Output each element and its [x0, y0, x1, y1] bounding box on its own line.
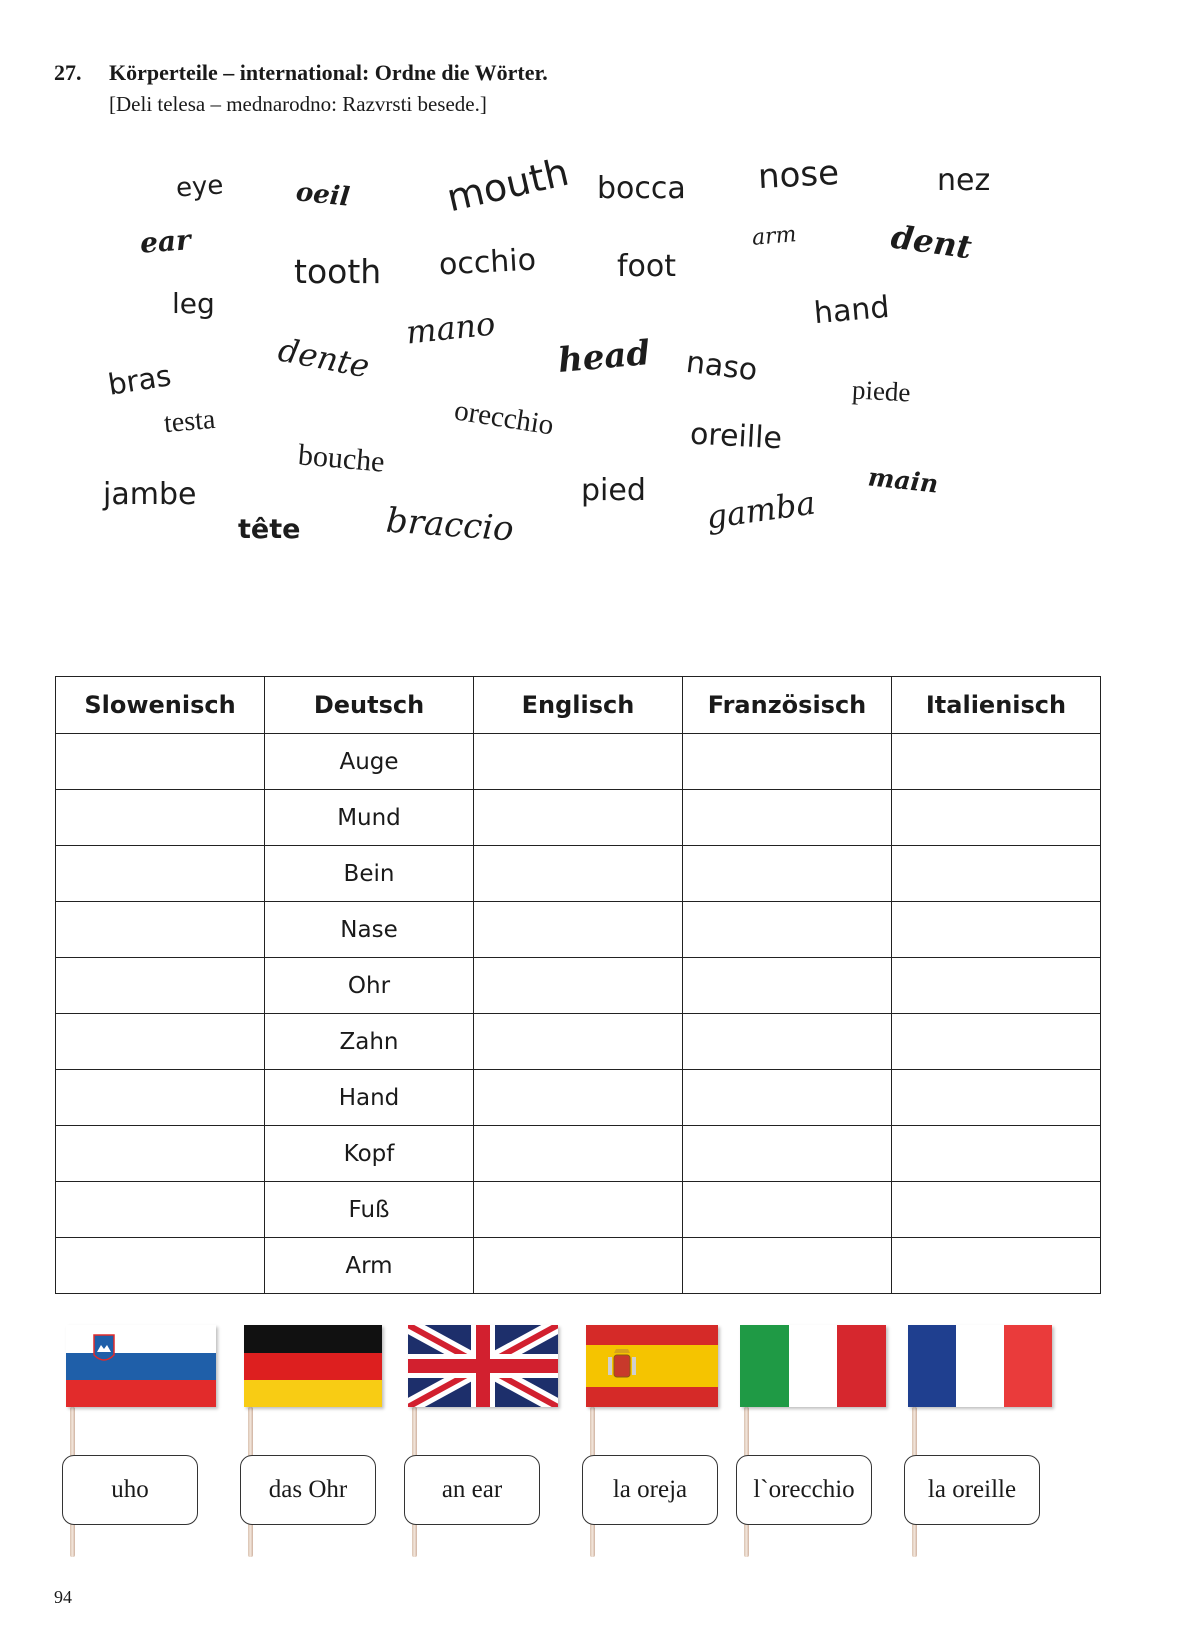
exercise-number: 27. — [54, 60, 82, 85]
flag-label: la oreille — [904, 1455, 1040, 1525]
answer-cell[interactable] — [56, 1126, 265, 1182]
cloud-word: oreille — [689, 416, 783, 457]
table-row — [56, 902, 1101, 958]
cloud-word: nose — [757, 152, 840, 198]
cloud-word: nez — [937, 163, 991, 198]
cloud-word: jambe — [103, 477, 197, 512]
german-word-cell: Kopf — [265, 1126, 474, 1182]
answer-cell[interactable] — [56, 902, 265, 958]
cloud-word: piede — [851, 374, 912, 408]
answer-cell[interactable] — [892, 1126, 1101, 1182]
table-row — [56, 1070, 1101, 1126]
cloud-word: oeil — [294, 177, 352, 213]
page-number: 94 — [54, 1587, 72, 1607]
exercise-subtitle: [Deli telesa – mednarodno: Razvrsti besede.] — [109, 92, 487, 116]
answer-cell[interactable] — [892, 1070, 1101, 1126]
italy-flag-icon — [740, 1325, 886, 1407]
answer-cell[interactable] — [56, 1014, 265, 1070]
table-row — [56, 1014, 1101, 1070]
cloud-word: braccio — [384, 500, 515, 550]
germany-flag-icon — [244, 1325, 382, 1407]
answer-cell[interactable] — [474, 1238, 683, 1294]
cloud-word: mano — [404, 304, 498, 352]
cloud-word: bras — [105, 358, 174, 402]
answer-cell[interactable] — [683, 790, 892, 846]
spain-flag-icon — [586, 1325, 718, 1407]
cloud-word: gamba — [703, 483, 818, 537]
table-row — [56, 1126, 1101, 1182]
cloud-word: orecchio — [452, 394, 556, 442]
vocabulary-table — [55, 676, 1101, 1294]
answer-cell[interactable] — [683, 1238, 892, 1294]
cloud-word: hand — [812, 289, 891, 332]
answer-cell[interactable] — [474, 1014, 683, 1070]
answer-cell[interactable] — [56, 958, 265, 1014]
cloud-word: foot — [617, 249, 677, 284]
flag-label: uho — [62, 1455, 198, 1525]
table-row — [56, 1182, 1101, 1238]
answer-cell[interactable] — [474, 1182, 683, 1238]
cloud-word: dent — [888, 217, 975, 267]
answer-cell[interactable] — [683, 958, 892, 1014]
france-flag-icon — [908, 1325, 1052, 1407]
answer-cell[interactable] — [56, 846, 265, 902]
header-italienisch: Italienisch — [892, 677, 1101, 734]
answer-cell[interactable] — [56, 790, 265, 846]
header-englisch: Englisch — [474, 677, 683, 734]
cloud-word: tête — [238, 514, 301, 545]
answer-cell[interactable] — [892, 734, 1101, 790]
answer-cell[interactable] — [56, 1182, 265, 1238]
header-slowenisch: Slowenisch — [56, 677, 265, 734]
answer-cell[interactable] — [474, 734, 683, 790]
answer-cell[interactable] — [683, 846, 892, 902]
answer-cell[interactable] — [892, 958, 1101, 1014]
german-word-cell: Arm — [265, 1238, 474, 1294]
german-word-cell: Ohr — [265, 958, 474, 1014]
cloud-word: pied — [581, 473, 646, 508]
answer-cell[interactable] — [474, 902, 683, 958]
german-word-cell: Hand — [265, 1070, 474, 1126]
word-cloud — [0, 0, 1203, 620]
cloud-word: testa — [162, 403, 217, 440]
answer-cell[interactable] — [474, 790, 683, 846]
answer-cell[interactable] — [683, 1014, 892, 1070]
flag-label: an ear — [404, 1455, 540, 1525]
answer-cell[interactable] — [892, 790, 1101, 846]
slovenia-flag-icon — [66, 1325, 216, 1407]
uk-flag-icon — [408, 1325, 558, 1407]
table-row — [56, 846, 1101, 902]
answer-cell[interactable] — [56, 1070, 265, 1126]
table-header-row — [56, 677, 1101, 734]
answer-cell[interactable] — [474, 846, 683, 902]
cloud-word: leg — [172, 287, 215, 320]
cloud-word: ear — [138, 223, 192, 260]
cloud-word: occhio — [438, 242, 537, 283]
answer-cell[interactable] — [683, 902, 892, 958]
german-word-cell: Nase — [265, 902, 474, 958]
cloud-word: mouth — [442, 149, 573, 221]
answer-cell[interactable] — [892, 1238, 1101, 1294]
answer-cell[interactable] — [683, 1070, 892, 1126]
flag-label: la oreja — [582, 1455, 718, 1525]
table-row — [56, 734, 1101, 790]
cloud-word: arm — [750, 222, 798, 251]
cloud-word: main — [866, 462, 940, 499]
answer-cell[interactable] — [892, 846, 1101, 902]
flag-label: das Ohr — [240, 1455, 376, 1525]
answer-cell[interactable] — [56, 1238, 265, 1294]
table-row — [56, 1238, 1101, 1294]
cloud-word: dente — [275, 330, 373, 386]
answer-cell[interactable] — [56, 734, 265, 790]
answer-cell[interactable] — [474, 1126, 683, 1182]
exercise-title: Körperteile – international: Ordne die Wörter. — [109, 60, 548, 85]
flag-row — [0, 1325, 1203, 1575]
cloud-word: bouche — [296, 438, 386, 479]
german-word-cell: Zahn — [265, 1014, 474, 1070]
german-word-cell: Auge — [265, 734, 474, 790]
answer-cell[interactable] — [683, 1182, 892, 1238]
answer-cell[interactable] — [474, 958, 683, 1014]
cloud-word: eye — [175, 170, 225, 204]
table-row — [56, 790, 1101, 846]
header-franzoesisch: Französisch — [683, 677, 892, 734]
answer-cell[interactable] — [683, 1126, 892, 1182]
cloud-word: bocca — [597, 171, 686, 206]
answer-cell[interactable] — [683, 734, 892, 790]
german-word-cell: Mund — [265, 790, 474, 846]
answer-cell[interactable] — [892, 1014, 1101, 1070]
table-row — [56, 958, 1101, 1014]
flag-label: l`orecchio — [736, 1455, 872, 1525]
answer-cell[interactable] — [474, 1070, 683, 1126]
cloud-word: head — [556, 333, 652, 381]
cloud-word: tooth — [294, 252, 382, 291]
answer-cell[interactable] — [892, 1182, 1101, 1238]
cloud-word: naso — [684, 344, 760, 389]
answer-cell[interactable] — [892, 902, 1101, 958]
german-word-cell: Fuß — [265, 1182, 474, 1238]
german-word-cell: Bein — [265, 846, 474, 902]
header-deutsch: Deutsch — [265, 677, 474, 734]
